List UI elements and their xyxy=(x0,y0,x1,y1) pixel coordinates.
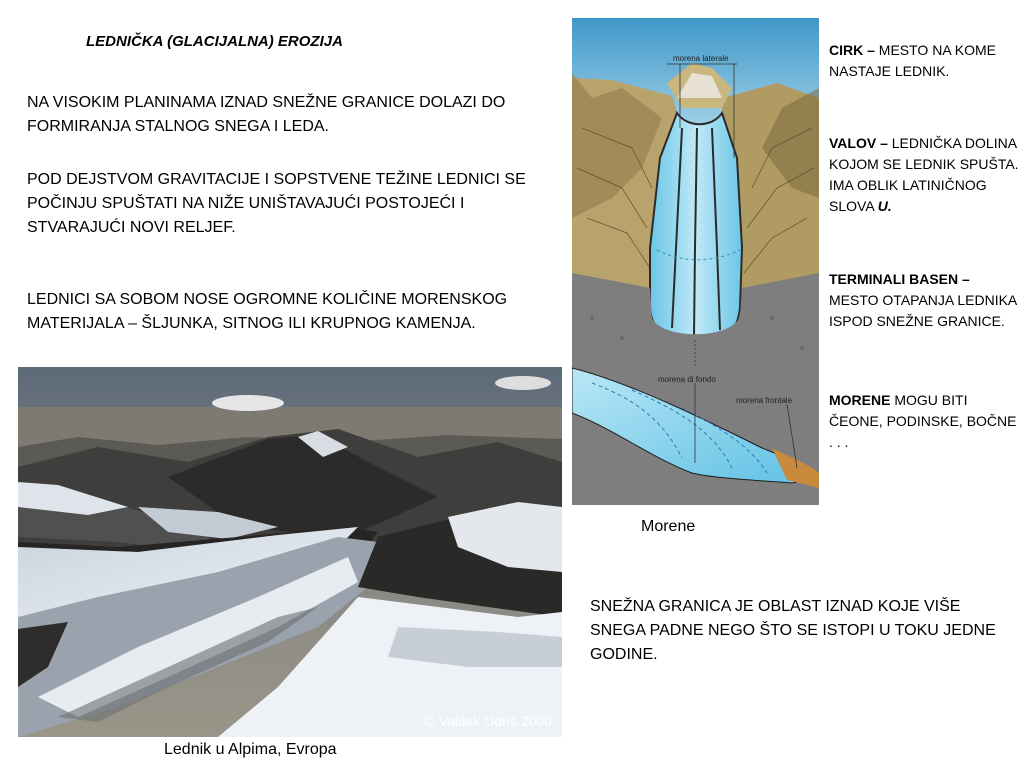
label-morena-fondo: morena di fondo xyxy=(658,375,716,384)
definition-term: CIRK – xyxy=(829,42,875,58)
glacier-diagram xyxy=(572,18,819,505)
snow-line-paragraph: SNEŽNA GRANICA JE OBLAST IZNAD KOJE VIŠE SNEGA PADNE NEGO ŠTO SE ISTOPI U TOKU JEDNE GODINE. xyxy=(590,598,996,663)
diagram-caption: Morene xyxy=(641,518,696,535)
intro-paragraph: NA VISOKIM PLANINAMA IZNAD SNEŽNE GRANICE DOLAZI DO FORMIRANJA STALNOG SNEGA I LEDA. xyxy=(27,94,506,135)
definition-letter: U. xyxy=(877,198,892,214)
definition-term: TERMINALI BASEN – xyxy=(829,271,970,287)
glacier-photo xyxy=(18,367,562,737)
definition-text: MESTO NA KOME NASTAJE LEDNIK. xyxy=(829,42,997,79)
photo-caption: Lednik u Alpima, Evropa xyxy=(164,741,337,758)
definition-valov xyxy=(829,133,1019,217)
definition-text: MOGU BITI ČEONE, PODINSKE, BOČNE . . . xyxy=(829,392,1017,450)
definition-cirk xyxy=(829,40,1019,82)
definition-text: MESTO OTAPANJA LEDNIKA ISPOD SNEŽNE GRANICE. xyxy=(829,292,1017,329)
gravity-paragraph: POD DEJSTVOM GRAVITACIJE I SOPSTVENE TEŽINE LEDNICI SE POČINJU SPUŠTATI NA NIŽE UNIŠTAVAJUĆI POSTOJEĆI I STVARAJUĆI NOVI RELJEF. xyxy=(27,171,526,236)
definition-text: LEDNIČKA DOLINA KOJOM SE LEDNIK SPUŠTA. IMA OBLIK LATINIČNOG SLOVA xyxy=(829,135,1019,214)
moraine-paragraph: LEDNICI SA SOBOM NOSE OGROMNE KOLIČINE MORENSKOG MATERIJALA – ŠLJUNKA, SITNOG ILI KRUPNOG KAMENJA. xyxy=(27,291,508,332)
photo-copyright: © Valdek Udris 2000 xyxy=(424,713,552,729)
definition-term: MORENE xyxy=(829,392,891,408)
definition-term: VALOV – xyxy=(829,135,888,151)
definition-morene xyxy=(829,390,1019,453)
definition-terminal xyxy=(829,269,1019,332)
label-morena-laterale: morena laterale xyxy=(673,54,729,63)
label-morena-frontale: morena frontale xyxy=(736,396,793,405)
page-title: LEDNIČKA (GLACIJALNA) EROZIJA xyxy=(86,33,343,50)
